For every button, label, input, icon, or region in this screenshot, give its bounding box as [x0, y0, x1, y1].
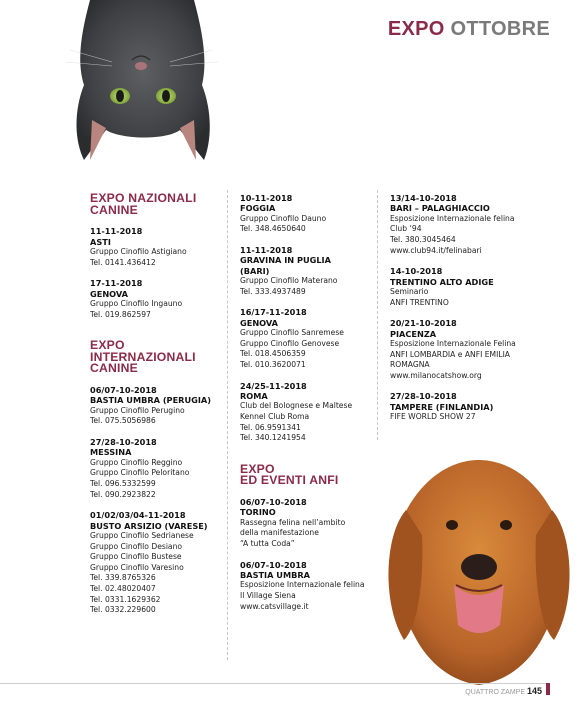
event-item	[90, 510, 225, 616]
section-title	[240, 461, 375, 488]
event-place: MESSINA	[90, 447, 132, 458]
section-title	[90, 193, 225, 216]
event-place: FOGGIA	[240, 203, 276, 214]
event-detail: Tel. 019.862597	[90, 309, 151, 319]
event-place: BASTIA UMBRA	[240, 569, 310, 580]
event-date: 20/21-10-2018	[390, 318, 457, 329]
event-item	[390, 266, 570, 308]
event-item	[390, 391, 570, 422]
event-place: GENOVA	[240, 317, 279, 328]
event-detail: Gruppo Cinofilo Desiano	[90, 541, 183, 551]
column-separator	[227, 190, 228, 660]
section-title-line: EXPO	[240, 461, 275, 476]
event-detail: ROMAGNA	[390, 360, 430, 370]
event-detail: della manifestazione	[240, 528, 319, 538]
event-detail: Tel. 018.4506359	[240, 349, 306, 359]
event-detail: Tel. 02.48020407	[90, 583, 156, 593]
event-detail: Tel. 075.5056986	[90, 416, 156, 426]
section-title-line: CANINE	[90, 361, 138, 376]
event-detail: “A tutta Coda”	[240, 538, 295, 548]
event-detail: Tel. 010.3620071	[240, 360, 306, 369]
event-detail: Gruppo Cinofilo Bustese	[90, 552, 182, 562]
event-detail: Gruppo Cinofilo Perugino	[90, 405, 185, 415]
event-place: TRENTINO ALTO ADIGE	[390, 276, 494, 287]
event-place: GENOVA	[90, 288, 129, 299]
event-detail: www.club94.it/felinabari	[390, 245, 482, 255]
event-place: BARI – PALAGHIACCIO	[390, 203, 490, 214]
events-column-3	[390, 193, 570, 433]
event-place: TAMPERE (FINLANDIA)	[390, 401, 494, 412]
event-item	[390, 318, 570, 381]
event-item	[240, 381, 375, 444]
section-title-line: CANINE	[90, 202, 138, 217]
event-detail: Tel. 340.1241954	[240, 433, 306, 443]
event-date: 13/14-10-2018	[390, 193, 457, 203]
event-detail: Gruppo Cinofilo Astigiano	[90, 247, 187, 256]
event-item	[240, 245, 375, 297]
event-detail: ANFI LOMBARDIA e ANFI EMILIA	[390, 349, 510, 359]
event-item	[240, 560, 375, 613]
event-detail: Tel. 0332.229600	[90, 605, 156, 615]
event-date: 06/07-10-2018	[240, 559, 307, 570]
page-title-month: OTTOBRE	[450, 18, 550, 40]
event-detail: Gruppo Cinofilo Varesino	[90, 562, 184, 572]
page-title	[388, 18, 550, 41]
event-detail: Il Village Siena	[240, 590, 296, 600]
event-detail: Esposizione Internazionale felina	[390, 213, 515, 223]
magazine-name: QUATTRO ZAMPE	[465, 689, 526, 696]
event-date: 27/28-10-2018	[390, 391, 457, 402]
dog-photo	[384, 455, 574, 685]
event-detail: Tel. 348.4650640	[240, 224, 306, 234]
event-detail: Gruppo Cinofilo Sanremese	[240, 328, 344, 338]
event-detail: Tel. 0141.436412	[90, 257, 156, 267]
event-place: ASTI	[90, 236, 111, 247]
cat-photo	[62, 0, 222, 170]
section-title-line: EXPO	[90, 338, 125, 353]
event-detail: Esposizione Internazionale felina	[240, 580, 365, 590]
event-place: PIACENZA	[390, 328, 437, 339]
event-detail: Tel. 333.4937489	[240, 286, 306, 296]
event-detail: Rassegna felina nell’ambito	[240, 517, 346, 527]
event-detail: Kennel Club Roma	[240, 412, 310, 421]
event-detail: Gruppo Cinofilo Dauno	[240, 213, 327, 223]
event-date: 16/17-11-2018	[240, 307, 307, 318]
event-detail: FIFE WORLD SHOW 27	[390, 412, 476, 422]
event-detail: Gruppo Cinofilo Peloritano	[90, 468, 190, 478]
page-title-expo: EXPO	[387, 18, 445, 40]
event-date: 14-10-2018	[390, 266, 443, 277]
event-date: 01/02/03/04-11-2018	[90, 510, 186, 521]
event-item	[240, 497, 375, 550]
event-date: 11-11-2018	[240, 245, 293, 255]
section-title	[90, 340, 225, 375]
event-place: BASTIA UMBRA (PERUGIA)	[90, 395, 211, 406]
event-detail: Tel. 339.8765326	[90, 573, 156, 583]
events-column-1	[90, 193, 225, 626]
event-date: 24/25-11-2018	[240, 380, 307, 391]
section-title-line: INTERNAZIONALI	[90, 349, 196, 364]
event-date: 10-11-2018	[240, 193, 293, 203]
event-detail: Club del Bolognese e Maltese	[240, 401, 353, 411]
event-place: TORINO	[240, 507, 276, 518]
event-item	[90, 226, 225, 268]
event-place: BUSTO ARSIZIO (VARESE)	[90, 520, 208, 531]
section-title-line: EXPO NAZIONALI	[90, 191, 197, 205]
event-detail: Club ‘94	[390, 224, 422, 234]
event-detail: Tel. 06.9591341	[240, 422, 301, 432]
event-detail: ANFI TRENTINO	[390, 297, 449, 307]
event-detail: www.catsvillage.it	[240, 601, 309, 611]
footer-accent-bar	[546, 683, 550, 695]
column-separator	[377, 190, 378, 440]
event-date: 06/07-10-2018	[90, 384, 157, 395]
event-item	[240, 307, 375, 370]
event-detail: Gruppo Cinofilo Materano	[240, 276, 338, 286]
event-date: 27/28-10-2018	[90, 436, 157, 447]
section-title-line: ED EVENTI ANFI	[240, 473, 339, 488]
event-place: ROMA	[240, 391, 268, 401]
event-detail: Tel. 0331.1629362	[90, 594, 161, 604]
page-footer	[465, 686, 542, 696]
event-detail: Seminario	[390, 287, 429, 296]
event-date: 06/07-10-2018	[240, 496, 307, 507]
event-date: 11-11-2018	[90, 226, 143, 237]
event-place: GRAVINA IN PUGLIA	[240, 255, 331, 266]
event-item	[390, 193, 570, 256]
event-detail: Gruppo Cinofilo Ingauno	[90, 299, 183, 308]
event-detail: Gruppo Cinofilo Reggino	[90, 457, 183, 467]
event-item	[240, 193, 375, 235]
footer-divider	[0, 683, 550, 684]
event-detail: Gruppo Cinofilo Sedrianese	[90, 530, 194, 540]
event-date: 17-11-2018	[90, 278, 143, 289]
event-item	[90, 278, 225, 320]
event-detail: Tel. 096.5332599	[90, 478, 156, 488]
event-item	[90, 385, 225, 427]
event-item	[90, 437, 225, 500]
event-detail: Gruppo Cinofilo Genovese	[240, 338, 340, 348]
event-detail: Tel. 090.2923822	[90, 489, 156, 499]
event-detail: www.milanocatshow.org	[390, 370, 482, 380]
event-detail: Esposizione Internazionale Felina	[390, 339, 516, 348]
event-place: (BARI)	[240, 265, 270, 276]
page-number: 145	[526, 686, 542, 696]
events-column-2	[240, 193, 375, 622]
event-detail: Tel. 380.3045464	[390, 235, 456, 244]
